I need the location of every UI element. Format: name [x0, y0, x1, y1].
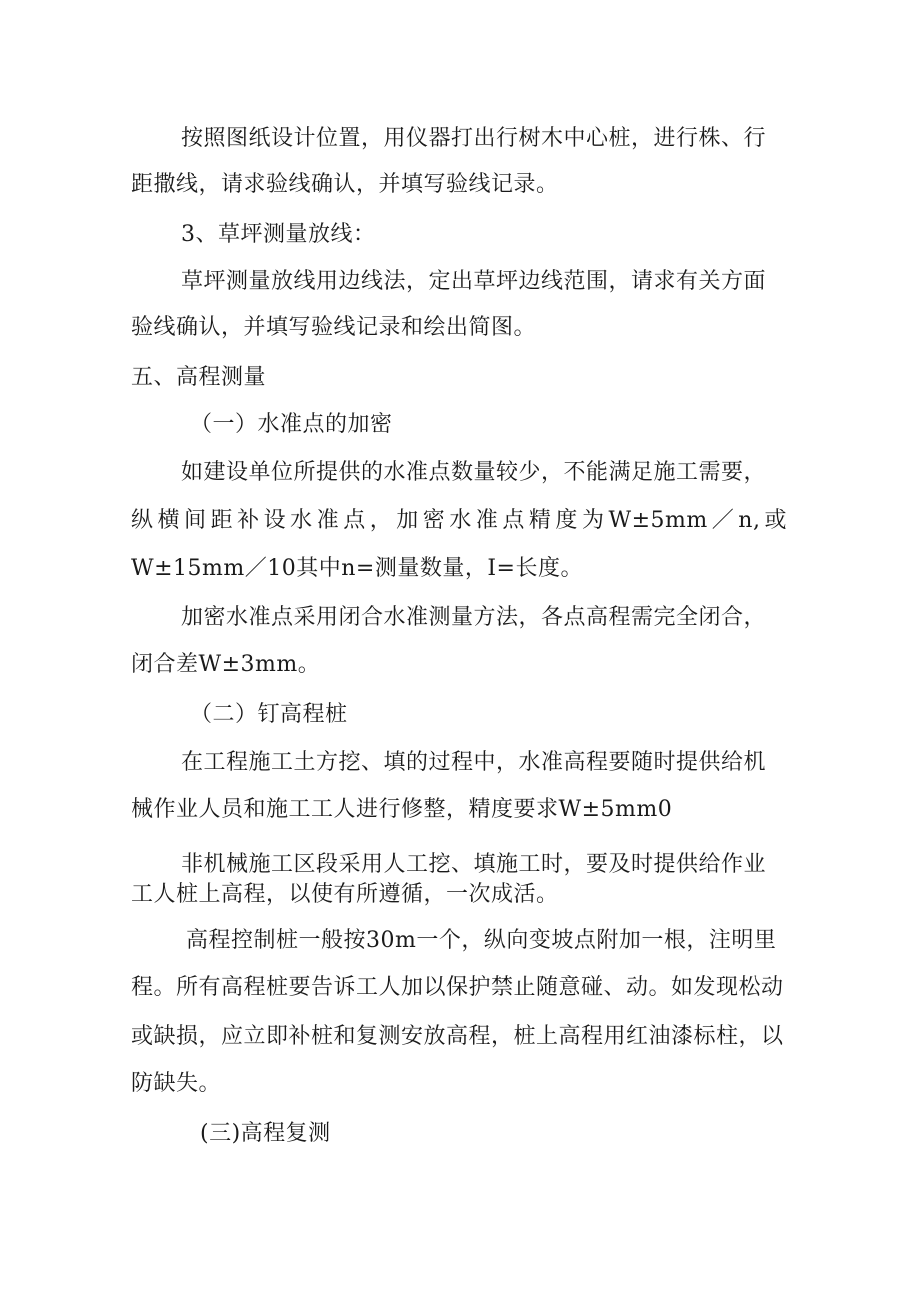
paragraph-line: 验线确认，并填写验线记录和绘出简图。 — [131, 315, 537, 340]
paragraph-line: 如建设单位所提供的水准点数量较少，不能满足施工需要， — [181, 460, 767, 485]
paragraph-line: 在工程施工土方挖、填的过程中，水准高程要随时提供给机 — [181, 750, 767, 775]
subsection-heading: (三)高程复测 — [200, 1121, 331, 1146]
paragraph-line: 按照图纸设计位置，用仪器打出行树木中心桩，进行株、行 — [181, 126, 767, 151]
paragraph-line: 草坪测量放线用边线法，定出草坪边线范围，请求有关方面 — [181, 269, 767, 294]
paragraph-line: 纵横间距补设水准点，加密水准点精度为W±5mm／n,或 — [131, 508, 787, 533]
paragraph-line: 防缺失。 — [131, 1071, 222, 1096]
subsection-heading: （一）水准点的加密 — [190, 412, 393, 437]
paragraph-line: 加密水准点采用闭合水准测量方法，各点高程需完全闭合， — [181, 605, 767, 630]
subsection-heading: （二）钉高程桩 — [190, 702, 348, 727]
paragraph-line: 闭合差W±3mm。 — [131, 652, 321, 677]
paragraph-line: 高程控制桩一般按30m一个，纵向变坡点附加一根，注明里 — [186, 928, 777, 953]
section-heading: 五、高程测量 — [131, 365, 267, 390]
subsection-heading: 3、草坪测量放线： — [181, 222, 376, 247]
paragraph-line: 械作业人员和施工工人进行修整，精度要求W±5mm0 — [131, 797, 673, 822]
paragraph-line: 非机械施工区段采用人工挖、填施工时，要及时提供给作业 — [181, 852, 767, 877]
paragraph-line: 或缺损，应立即补桩和复测安放高程，桩上高程用红油漆标柱，以 — [131, 1024, 784, 1049]
paragraph-line: W±15mm／10其中n=测量数量，I=长度。 — [131, 556, 583, 581]
paragraph-line: 工人桩上高程，以使有所遵循，一次成活。 — [131, 882, 559, 907]
paragraph-line: 距撒线，请求验线确认，并填写验线记录。 — [131, 172, 559, 197]
paragraph-line: 程。所有高程桩要告诉工人加以保护禁止随意碰、动。如发现松动 — [131, 975, 784, 1000]
